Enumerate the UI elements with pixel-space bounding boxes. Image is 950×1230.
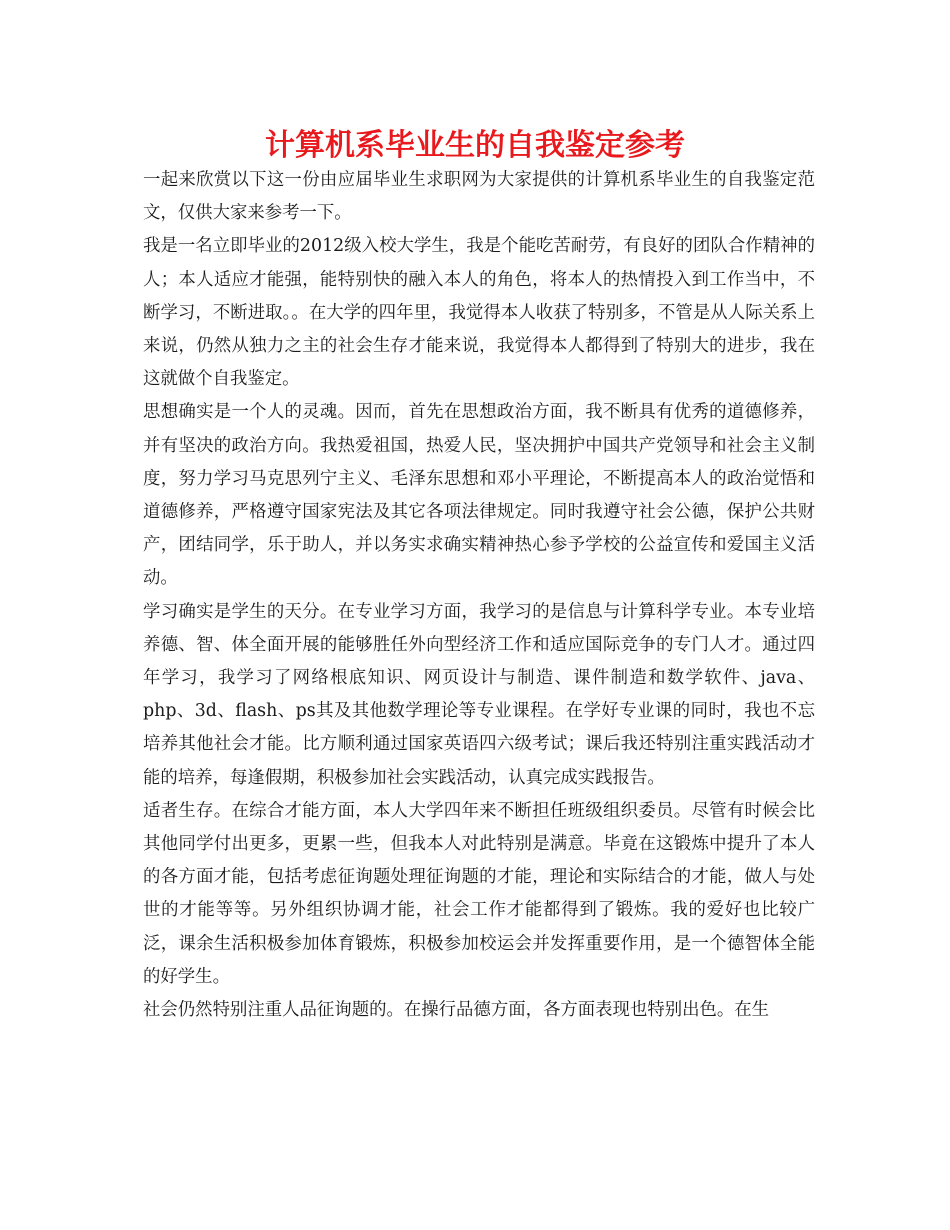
paragraph-character: 社会仍然特别注重人品征询题的。在操行品德方面，各方面表现也特别出色。在生 xyxy=(143,1000,770,1021)
paragraph-abilities: 适者生存。在综合才能方面，本人大学四年来不断担任班级组织委员。尽管有时候会比其他同学付出更多，更累一些，但我本人对此特别是满意。毕竟在这锻炼中提升了本人的各方面才能，包括考虑征询题处理征询题的才能，理论和实际结合的才能，做人与处世的才能等等。另外组织协调才能，社会工作才能都得到了锻炼。我的爱好也比较广泛，课余生活积极参加体育锻炼，积极参加校运会并发挥重要作用，是一个德智体全能的好学生。 xyxy=(143,800,815,987)
paragraph-ideology: 思想确实是一个人的灵魂。因而，首先在思想政治方面，我不断具有优秀的道德修养，并有坚决的政治方向。我热爱祖国，热爱人民，坚决拥护中国共产党领导和社会主义制度，努力学习马克思列宁主义、毛泽东思想和邓小平理论，不断提高本人的政治觉悟和道德修养，严格遵守国家宪法及其它各项法律规定。同时我遵守社会公德，保护公共财产，团结同学，乐于助人，并以务实求确实精神热心参予学校的公益宣传和爱国主义活动。 xyxy=(143,402,815,589)
document-title: 计算机系毕业生的自我鉴定参考 xyxy=(265,128,685,163)
paragraph-self-introduction: 我是一名立即毕业的2012级入校大学生，我是个能吃苦耐劳，有良好的团队合作精神的人；本人适应才能强，能特别快的融入本人的角色，将本人的热情投入到工作当中，不断学习，不断进取。。在大学的四年里，我觉得本人收获了特别多，不管是从人际关系上来说，仍然从独力之主的社会生存才能来说，我觉得本人都得到了特别大的进步，我在这就做个自我鉴定。 xyxy=(143,236,815,390)
document-body xyxy=(143,164,815,1027)
paragraph-intro: 一起来欣赏以下这一份由应届毕业生求职网为大家提供的计算机系毕业生的自我鉴定范文，仅供大家来参考一下。 xyxy=(143,170,815,224)
paragraph-study: 学习确实是学生的天分。在专业学习方面，我学习的是信息与计算科学专业。本专业培养德、智、体全面开展的能够胜任外向型经济工作和适应国际竞争的专门人才。通过四年学习，我学习了网络根底知识、网页设计与制造、课件制造和数学软件、java、php、3d、flash、ps其及其他数学理论等专业课程。在学好专业课的同时，我也不忘培养其他社会才能。比方顺利通过国家英语四六级考试；课后我还特别注重实践活动才能的培养，每逢假期，积极参加社会实践活动，认真完成实践报告。 xyxy=(143,601,815,788)
